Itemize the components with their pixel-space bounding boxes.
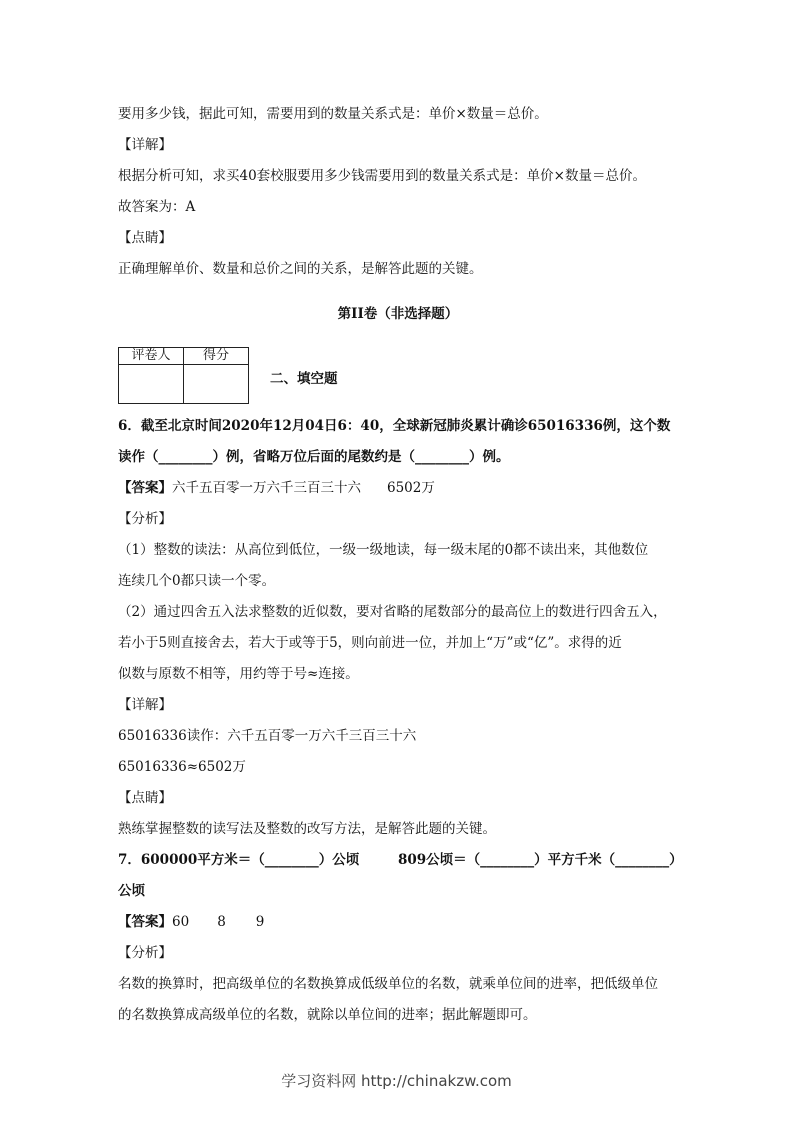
analysis-text: （1）整数的读法：从高位到低位，一级一级地读，每一级末尾的0都不读出来，其他数位 [118, 542, 649, 558]
analysis-text: 似数与原数不相等，用约等于号≈连接。 [118, 666, 359, 682]
section-heading: 二、填空题 [270, 371, 338, 387]
answer-2: 8 [217, 914, 226, 930]
question-7-stem: 7．600000平方米＝（________）公顷 [118, 852, 360, 868]
analysis-text: 名数的换算时，把高级单位的名数换算成低级单位的名数，就乘单位间的进率，把低级单位 [118, 976, 658, 992]
grader-cell [119, 365, 184, 404]
answer-1: 六千五百零一万六千三百三十六 [172, 480, 361, 496]
detail-text: 65016336读作：六千五百零一万六千三百三十六 [118, 728, 417, 744]
analysis-text: 连续几个0都只读一个零。 [118, 573, 276, 589]
analysis-text: （2）通过四舍五入法求整数的近似数，要对省略的尾数部分的最高位上的数进行四舍五入， [118, 604, 667, 620]
footer-watermark: 学习资料网 http://chinakzw.com [281, 1072, 512, 1090]
answer-3: 9 [255, 914, 265, 930]
tip-text: 熟练掌握整数的读写法及整数的改写方法，是解答此题的关键。 [118, 821, 496, 837]
analysis-label: 【分析】 [118, 945, 172, 961]
question-6-stem-cont: 读作（________）例，省略万位后面的尾数约是（________）例。 [118, 449, 510, 465]
text-line: 正确理解单价、数量和总价之间的关系，是解答此题的关键。 [118, 261, 483, 277]
answer-label: 【答案】 [118, 914, 172, 930]
score-header: 得分 [184, 348, 249, 365]
analysis-label: 【分析】 [118, 511, 172, 527]
detail-label: 【详解】 [118, 137, 172, 153]
grader-header: 评卷人 [119, 348, 184, 365]
analysis-text: 的名数换算成高级单位的名数，就除以单位间的进率；据此解题即可。 [118, 1007, 537, 1023]
section-title: 第II卷（非选择题） [337, 306, 459, 322]
answer-2: 6502万 [387, 480, 435, 496]
question-7-stem-cont: 公顷 [118, 883, 145, 899]
answer-label: 【答案】 [118, 480, 172, 496]
answer-1: 60 [172, 914, 190, 930]
tip-label: 【点睛】 [118, 230, 172, 246]
tip-label: 【点睛】 [118, 790, 172, 806]
analysis-text: 若小于5则直接舍去，若大于或等于5，则向前进一位，并加上“万”或“亿”。求得的近 [118, 635, 622, 651]
score-cell [184, 365, 249, 404]
question-6-answer [118, 478, 678, 498]
grading-table [118, 347, 249, 404]
text-line: 故答案为：A [118, 199, 196, 215]
detail-text: 65016336≈6502万 [118, 759, 246, 775]
question-7-answer [118, 912, 678, 932]
detail-label: 【详解】 [118, 697, 172, 713]
question-7-stem-b: 809公顷＝（________）平方千米（________） [398, 852, 683, 868]
text-line: 根据分析可知，求买40套校服要用多少钱需要用到的数量关系式是：单价×数量＝总价。 [118, 168, 646, 184]
text-line: 要用多少钱，据此可知，需要用到的数量关系式是：单价×数量＝总价。 [118, 106, 548, 122]
question-6-stem: 6．截至北京时间2020年12月04日6：40，全球新冠肺炎累计确诊65016336例，这个数 [118, 418, 671, 434]
